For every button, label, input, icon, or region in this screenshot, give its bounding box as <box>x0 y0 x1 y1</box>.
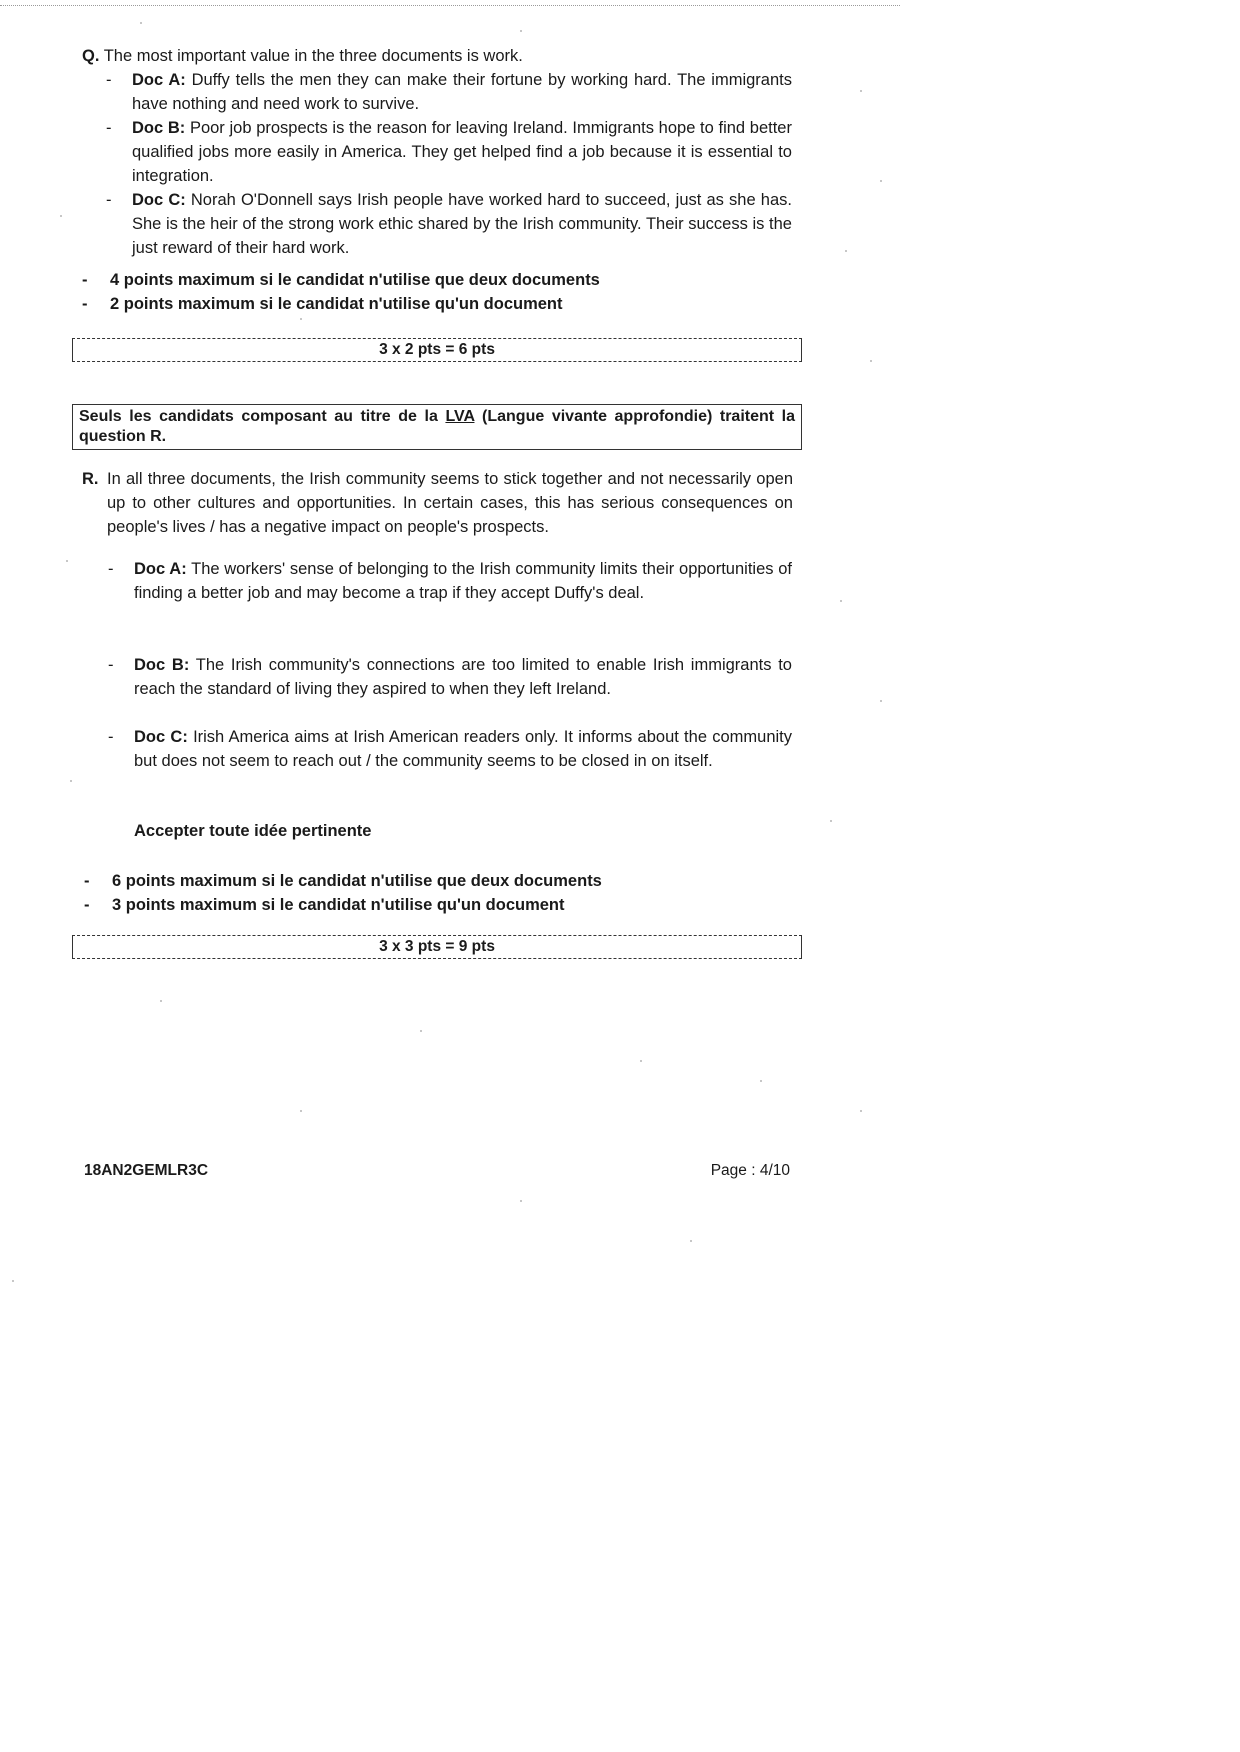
r-rule-2: 3 points maximum si le candidat n'utilise qu'un document <box>112 896 565 914</box>
r-accept-note: Accepter toute idée pertinente <box>134 822 372 840</box>
q-rule-1-bullet: - <box>82 271 88 289</box>
q-doc-a-label: Doc A: <box>132 71 186 89</box>
r-doc-a-bullet: - <box>108 560 114 578</box>
lva-notice-after: (Langue vivante approfondie) traitent la question R. <box>79 408 796 445</box>
question-q-intro <box>82 44 802 68</box>
q-points-box: 3 x 2 pts = 6 pts <box>72 338 802 362</box>
r-doc-a <box>134 557 792 605</box>
q-rule-1: 4 points maximum si le candidat n'utilise que deux documents <box>110 271 600 289</box>
r-doc-b-bullet: - <box>108 656 114 674</box>
q-rule-2: 2 points maximum si le candidat n'utilise qu'un document <box>110 295 563 313</box>
q-doc-a-text: Duffy tells the men they can make their fortune by working hard. The immigrants have nothing and need work to survive. <box>132 71 792 113</box>
r-doc-b-label: Doc B: <box>134 656 190 674</box>
r-doc-b <box>134 653 792 701</box>
q-rule-2-bullet: - <box>82 295 88 313</box>
lva-notice-box <box>72 404 802 450</box>
r-doc-a-label: Doc A: <box>134 560 187 578</box>
q-doc-b-label: Doc B: <box>132 119 186 137</box>
scan-edge-line <box>0 5 900 6</box>
q-doc-c-bullet: - <box>106 191 112 209</box>
r-doc-c <box>134 725 792 773</box>
q-doc-c-label: Doc C: <box>132 191 186 209</box>
q-doc-a-bullet: - <box>106 71 112 89</box>
q-doc-b-text: Poor job prospects is the reason for leaving Ireland. Immigrants hope to find better qualified jobs more easily in America. They get helped find a job because it is essential to integration. <box>132 119 792 185</box>
r-rule-1-bullet: - <box>84 872 90 890</box>
q-doc-b-bullet: - <box>106 119 112 137</box>
q-doc-a <box>132 68 792 116</box>
r-doc-c-bullet: - <box>108 728 114 746</box>
lva-notice-before: Seuls les candidats composant au titre de la <box>79 408 446 425</box>
r-doc-c-text: Irish America aims at Irish American readers only. It informs about the community but does not seem to reach out / the community seems to be closed in on itself. <box>134 728 792 770</box>
lva-abbr: LVA <box>445 408 475 425</box>
q-doc-c-text: Norah O'Donnell says Irish people have worked hard to succeed, just as she has. She is the heir of the strong work ethic shared by the Irish community. Their success is the just reward of their hard work. <box>132 191 792 257</box>
footer-code: 18AN2GEMLR3C <box>84 1162 209 1179</box>
footer-page-number: Page : 4/10 <box>710 1162 790 1179</box>
r-doc-a-text: The workers' sense of belonging to the Irish community limits their opportunities of finding a better job and may become a trap if they accept Duffy's deal. <box>134 560 792 602</box>
q-doc-c <box>132 188 792 260</box>
question-q-intro-text: The most important value in the three documents is work. <box>103 47 523 65</box>
question-r-intro: In all three documents, the Irish community seems to stick together and not necessarily open up to other cultures and opportunities. In certain cases, this has serious consequences on people's lives / has a negative impact on people's prospects. <box>107 470 793 536</box>
r-doc-c-label: Doc C: <box>134 728 188 746</box>
r-rule-2-bullet: - <box>84 896 90 914</box>
r-doc-b-text: The Irish community's connections are too limited to enable Irish immigrants to reach the standard of living they aspired to when they left Ireland. <box>134 656 792 698</box>
r-rule-1: 6 points maximum si le candidat n'utilise que deux documents <box>112 872 602 890</box>
q-doc-b <box>132 116 792 188</box>
r-points-box: 3 x 3 pts = 9 pts <box>72 935 802 959</box>
question-q-label: Q. <box>82 47 100 65</box>
question-r-label: R. <box>82 470 99 488</box>
